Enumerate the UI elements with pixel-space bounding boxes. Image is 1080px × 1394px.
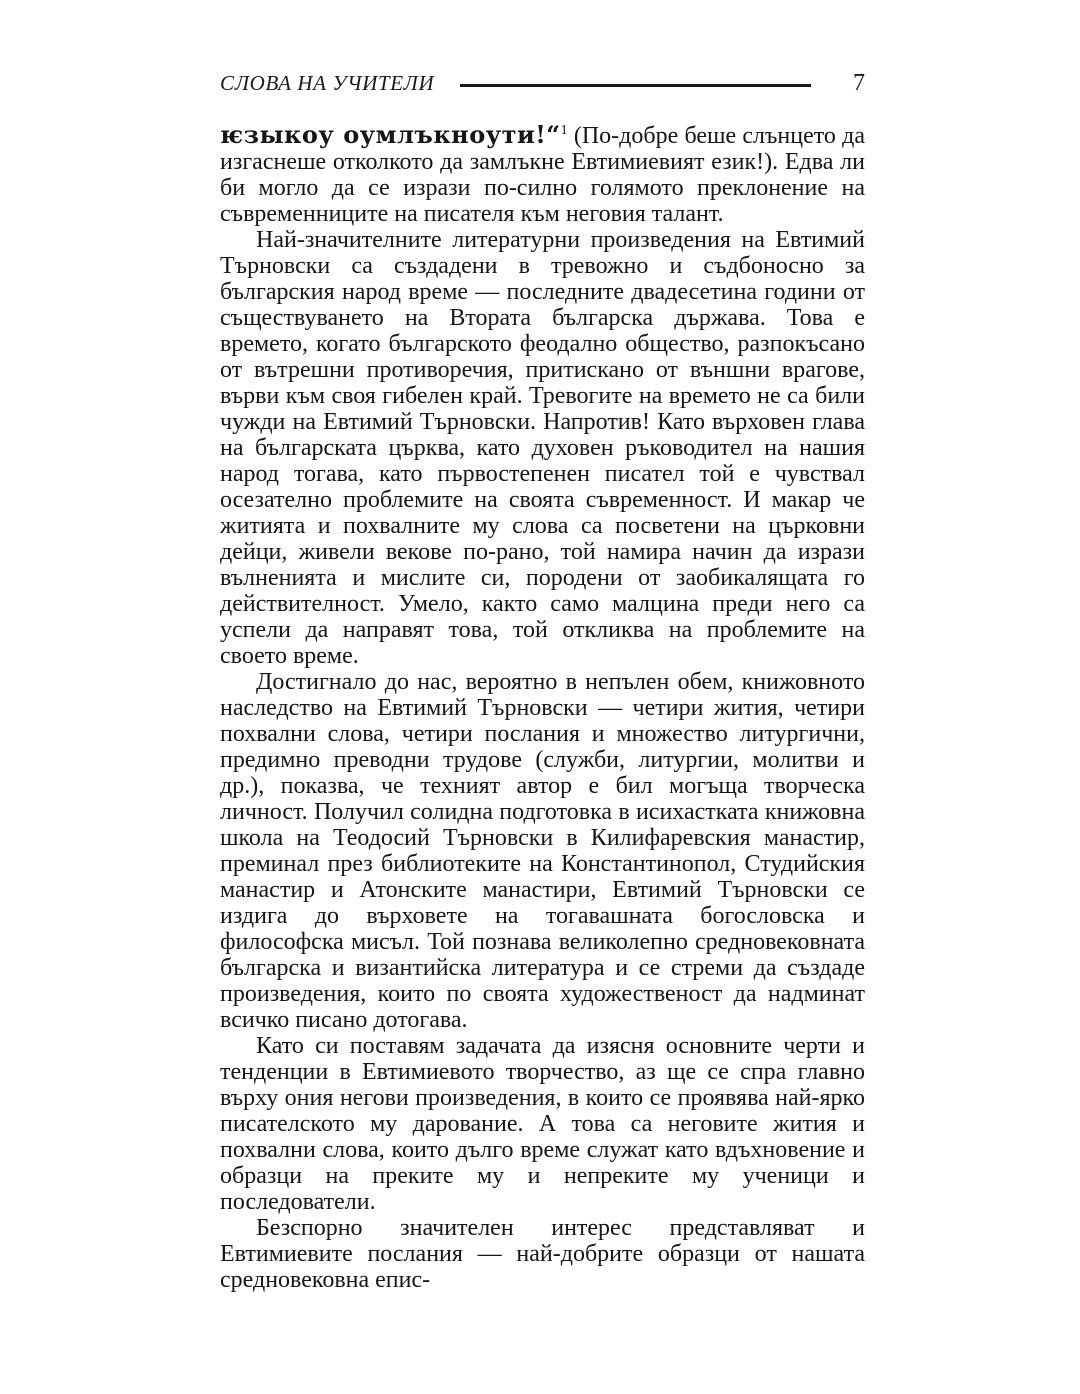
running-title: СЛОВА НА УЧИТЕЛИ (220, 71, 435, 95)
paragraph-text: (По-добре беше слънцето да изгаснеше отколкото да замлъкне Евтимиевият език!). Едва ли би могло да се изрази по-силно голямото преклонение на съвременниците на писателя към неговия талант. (220, 123, 866, 227)
page-number: 7 (853, 70, 865, 96)
paragraph-opening (220, 122, 865, 227)
page-header (220, 70, 865, 97)
paragraph: Достигнало до нас, вероятно в непълен обем, книжовното наследство на Евтимий Търновски — четири жития, четири похвални слова, четири послания и множество литургични, предимно преводни трудове (служби, литургии, молитви и др.), показва, че техният автор е бил могъща творческа личност. Получил солидна подготовка в исихастката книжовна школа на Теодосий Търновски в Килифаревския манастир, преминал през библиотеките на Константинопол, Студийския манастир и Атонските манастири, Евтимий Търновски се издига до върховете на тогавашната богословска и философска мисъл. Той познава великолепно средновековната българска и византийска литература и се стреми да създаде произведения, които по своята художественост да надминат всичко писано дотогава. (220, 669, 865, 1033)
paragraph: Най-значителните литературни произведения на Евтимий Търновски са създадени в тревожно и съдбоносно за българския народ време — последните двадесетина години от съществуването на Втората българска държава. Това е времето, когато българското феодално общество, разпокъсано от вътрешни противоречия, притискано от външни врагове, върви към своя гибелен край. Тревогите на времето не са били чужди на Евтимий Търновски. Напротив! Като върховен глава на българската църква, като духовен ръководител на нашия народ тогава, като първостепенен писател той е чувствал осезателно проблемите на своята съвременност. И макар че житията и похвалните му слова са посветени на църковни дейци, живели векове по-рано, той намира начин да изрази вълненията и мислите си, породени от заобикалящата го действителност. Умело, както само малцина преди него са успели да направят това, той откликва на проблемите на своето време. (220, 227, 865, 669)
text-block (220, 122, 865, 1293)
slavonic-quote: ѥзыкоу оумлъкноути!“ (220, 120, 561, 149)
paragraph: Безспорно значителен интерес представляват и Евтимиевите послания — най-добрите образци от нашата средновековна епис- (220, 1215, 865, 1293)
paragraph: Като си поставям задачата да изясня основните черти и тенденции в Евтимиевото творчество, аз ще се спра главно върху ония негови произведения, в които се проявява най-ярко писателското му дарование. А това са неговите жития и похвални слова, които дълго време служат като вдъхновение и образци на преките му и непреките му ученици и последователи. (220, 1033, 865, 1215)
footnote-ref: 1 (560, 123, 568, 138)
header-rule (460, 84, 811, 87)
